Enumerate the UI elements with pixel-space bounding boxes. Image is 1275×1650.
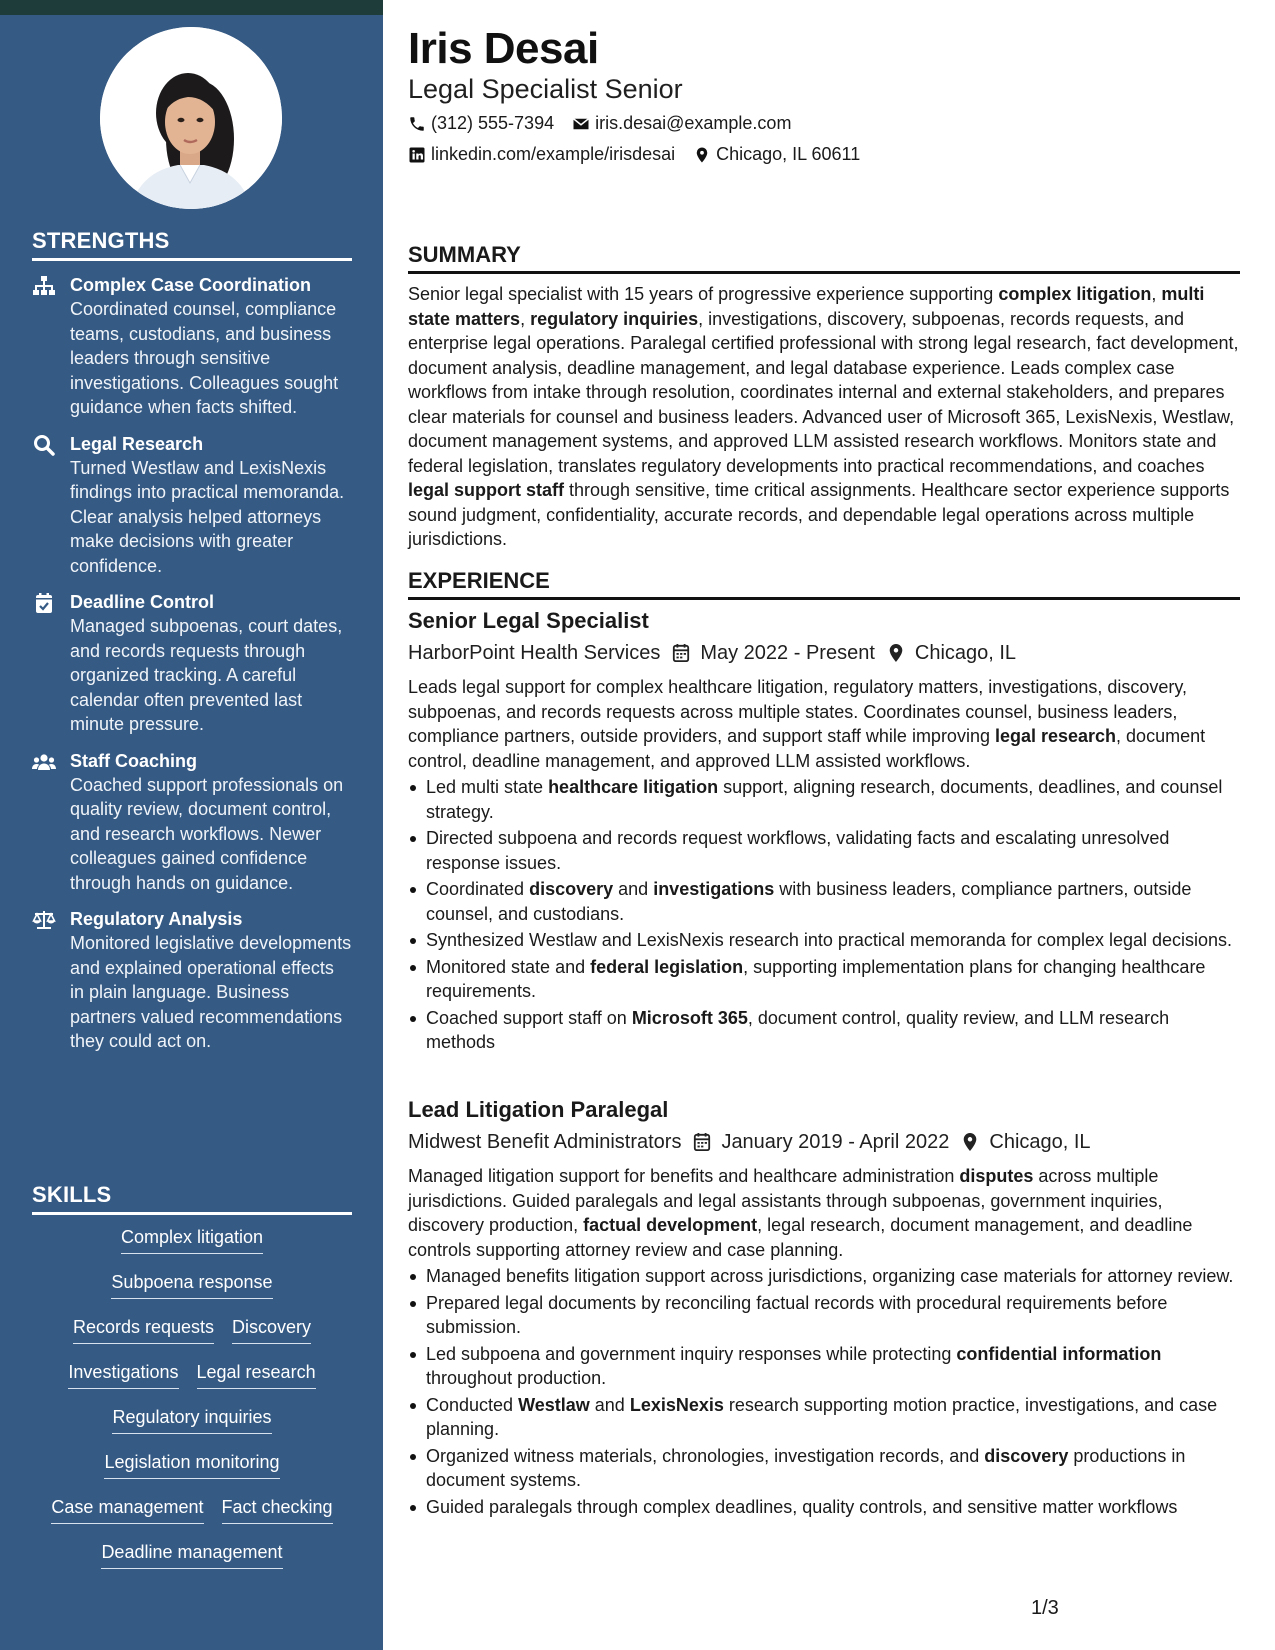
map-pin-icon xyxy=(693,146,711,164)
strength-title: Deadline Control xyxy=(70,592,215,612)
calendar-check-icon xyxy=(32,592,56,614)
emphasis-text: confidential information xyxy=(956,1343,1162,1364)
linkedin-icon xyxy=(408,146,426,164)
calendar-icon xyxy=(672,643,690,663)
bullet-item: Coordinated discovery and investigations with business leaders, compliance partners, outside counsel, and custodians. xyxy=(408,877,1240,926)
emphasis-text: investigations xyxy=(653,879,775,899)
users-icon xyxy=(32,751,56,773)
job-title: Senior Legal Specialist xyxy=(408,608,649,633)
strengths-section xyxy=(32,228,352,1054)
emphasis-text: regulatory inquiries xyxy=(530,308,699,329)
emphasis-text: Microsoft 365 xyxy=(631,1007,748,1028)
bullet-item: Organized witness materials, chronologies, investigation records, and discovery productions in document systems. xyxy=(408,1444,1240,1493)
skill-tag: Regulatory inquiries xyxy=(112,1405,271,1434)
emphasis-text: factual development xyxy=(583,1215,758,1235)
skill-tag: Fact checking xyxy=(222,1495,333,1524)
candidate-name: Iris Desai xyxy=(408,24,599,73)
skill-tag: Case management xyxy=(51,1495,203,1524)
emphasis-text: discovery xyxy=(984,1445,1069,1466)
skills-heading: SKILLS xyxy=(32,1182,352,1215)
skill-tag: Discovery xyxy=(232,1315,311,1344)
search-icon xyxy=(32,434,56,456)
emphasis-text: complex litigation xyxy=(998,284,1152,304)
skill-row xyxy=(32,1225,352,1270)
strength-title: Legal Research xyxy=(70,433,204,454)
strength-item xyxy=(32,590,352,737)
skill-row xyxy=(32,1270,352,1315)
strength-item xyxy=(32,432,352,579)
map-pin-icon xyxy=(961,1132,979,1152)
bullet-item: Prepared legal documents by reconciling factual records with procedural requirements before submission. xyxy=(408,1291,1240,1340)
emphasis-text: healthcare litigation xyxy=(548,777,719,797)
candidate-title: Legal Specialist Senior xyxy=(408,74,683,104)
summary-heading: SUMMARY xyxy=(408,242,1240,274)
bullet-item: Synthesized Westlaw and LexisNexis research into practical memoranda for complex legal decisions. xyxy=(408,928,1240,953)
job-description: Managed litigation support for benefits and healthcare administration disputes across multiple jurisdictions. Guided paralegals and legal assistants through subpoenas, government inquiries, discovery production, factual development, legal research, document management, and deadline controls supporting attorney review and case planning. xyxy=(408,1166,1193,1260)
strengths-list xyxy=(32,273,352,1054)
strength-item xyxy=(32,907,352,1054)
contact-row-1 xyxy=(408,113,791,134)
job-meta xyxy=(408,639,1240,667)
bullet-item: Monitored state and federal legislation, supporting implementation plans for changing healthcare requirements. xyxy=(408,955,1240,1004)
linkedin-text: linkedin.com/example/irisdesai xyxy=(431,144,676,164)
emphasis-text: LexisNexis xyxy=(629,1394,724,1415)
job-bullets xyxy=(408,1264,1240,1519)
phone-contact[interactable] xyxy=(408,113,554,134)
calendar-icon xyxy=(693,1132,711,1152)
emphasis-text: federal legislation xyxy=(590,956,744,977)
sidebar xyxy=(0,0,383,1650)
skill-tag: Subpoena response xyxy=(111,1270,272,1299)
strength-title: Complex Case Coordination xyxy=(70,275,312,295)
skill-tag: Complex litigation xyxy=(121,1225,263,1254)
bullet-item: Led multi state healthcare litigation support, aligning research, documents, deadlines, and counsel strategy. xyxy=(408,775,1240,824)
bullet-item: Coached support staff on Microsoft 365, document control, quality review, and LLM research methods xyxy=(408,1006,1240,1055)
linkedin-contact[interactable] xyxy=(408,144,675,165)
map-pin-icon xyxy=(887,643,905,663)
strength-description: Coached support professionals on quality review, document control, and research workflows. Newer colleagues gained confidence through hands on guidance. xyxy=(70,774,344,893)
emphasis-text: legal support staff xyxy=(408,480,565,500)
bullet-item: Directed subpoena and records request workflows, validating facts and escalating unresolved response issues. xyxy=(408,826,1240,875)
strength-title: Regulatory Analysis xyxy=(70,909,243,929)
skill-tag: Records requests xyxy=(73,1315,214,1344)
location-text: Chicago, IL 60611 xyxy=(716,144,861,164)
strength-description: Managed subpoenas, court dates, and records requests through organized tracking. A careful calendar often prevented last minute pressure. xyxy=(70,616,343,734)
skills-section xyxy=(32,1182,352,1585)
bullet-item: Conducted Westlaw and LexisNexis research supporting motion practice, investigations, and case planning. xyxy=(408,1393,1240,1442)
skill-row xyxy=(32,1315,352,1360)
job-company: HarborPoint Health Services xyxy=(408,641,661,664)
skill-tag: Legal research xyxy=(197,1360,316,1389)
job-meta xyxy=(408,1128,1240,1156)
location-contact xyxy=(693,144,860,165)
bullet-item: Guided paralegals through complex deadlines, quality controls, and sensitive matter workflows xyxy=(408,1495,1240,1520)
strengths-heading: STRENGTHS xyxy=(32,228,352,261)
page-number: 1/3 xyxy=(1031,1597,1059,1619)
profile-photo xyxy=(100,27,282,209)
sidebar-top-bar xyxy=(0,0,383,15)
phone-text: (312) 555-7394 xyxy=(431,113,555,133)
job-dates: January 2019 - April 2022 xyxy=(721,1130,950,1153)
experience-heading: EXPERIENCE xyxy=(408,568,1240,600)
skill-row xyxy=(32,1450,352,1495)
emphasis-text: legal research xyxy=(994,726,1117,746)
strength-description: Turned Westlaw and LexisNexis findings into practical memoranda. Clear analysis helped attorneys make decisions with greater confidence. xyxy=(70,457,345,576)
emphasis-text: multi state matters xyxy=(408,284,1205,329)
summary-text: Senior legal specialist with 15 years of progressive experience supporting complex litigation, multi state matters, regulatory inquiries, investigations, discovery, subpoenas, records requests, and enterprise legal operations. Paralegal certified professional with strong legal research, fact development, document analysis, deadline management, and legal database experience. Leads complex case workflows from intake through resolution, coordinates internal and external stakeholders, and prepares clear materials for counsel and business leaders. Advanced user of Microsoft 365, LexisNexis, Westlaw, document management systems, and approved LLM assisted research workflows. Monitors state and federal legislation, translates regulatory developments into practical recommendations, and coaches legal support staff through sensitive, time critical assignments. Healthcare sector experience supports sound judgment, confidentiality, accurate records, and dependable legal operations across multiple jurisdictions. xyxy=(408,284,1239,549)
job-company: Midwest Benefit Administrators xyxy=(408,1130,682,1153)
strength-item xyxy=(32,749,352,896)
email-contact[interactable] xyxy=(572,113,791,134)
phone-icon xyxy=(408,115,426,133)
skill-tag: Deadline management xyxy=(101,1540,282,1569)
job-bullets xyxy=(408,775,1240,1055)
emphasis-text: discovery xyxy=(529,879,614,899)
skill-row xyxy=(32,1540,352,1585)
skill-tag: Investigations xyxy=(68,1360,178,1389)
org-chart-icon xyxy=(32,275,56,297)
job-description: Leads legal support for complex healthcare litigation, regulatory matters, investigations, discovery, subpoenas, and records requests across multiple states. Coordinates counsel, business leaders, compliance partners, outside providers, and support staff while improving legal research, document control, deadline management, and approved LLM assisted workflows. xyxy=(408,677,1206,771)
emphasis-text: disputes xyxy=(959,1166,1034,1186)
skill-row xyxy=(32,1495,352,1540)
strength-description: Monitored legislative developments and explained operational effects in plain language. Business partners valued recommendations they could act on. xyxy=(70,933,352,1051)
job-entry xyxy=(408,607,1240,1057)
envelope-icon xyxy=(572,115,590,133)
job-title: Lead Litigation Paralegal xyxy=(408,1097,669,1122)
bullet-item: Managed benefits litigation support across jurisdictions, organizing case materials for attorney review. xyxy=(408,1264,1240,1289)
contact-row-2 xyxy=(408,144,860,165)
job-entry xyxy=(408,1096,1240,1521)
bullet-item: Led subpoena and government inquiry responses while protecting confidential information throughout production. xyxy=(408,1342,1240,1391)
strength-title: Staff Coaching xyxy=(70,750,198,771)
job-dates: May 2022 - Present xyxy=(700,641,875,664)
strength-item xyxy=(32,273,352,420)
skill-row xyxy=(32,1360,352,1405)
skill-row xyxy=(32,1405,352,1450)
skill-tag: Legislation monitoring xyxy=(104,1450,279,1479)
email-text: iris.desai@example.com xyxy=(595,113,792,133)
scale-icon xyxy=(32,909,56,931)
strength-description: Coordinated counsel, compliance teams, custodians, and business leaders through sensitive investigations. Colleagues sought guidance when facts shifted. xyxy=(70,299,339,417)
skills-list xyxy=(32,1225,352,1585)
job-location: Chicago, IL xyxy=(989,1130,1091,1153)
job-location: Chicago, IL xyxy=(914,641,1017,664)
emphasis-text: Westlaw xyxy=(518,1394,590,1415)
